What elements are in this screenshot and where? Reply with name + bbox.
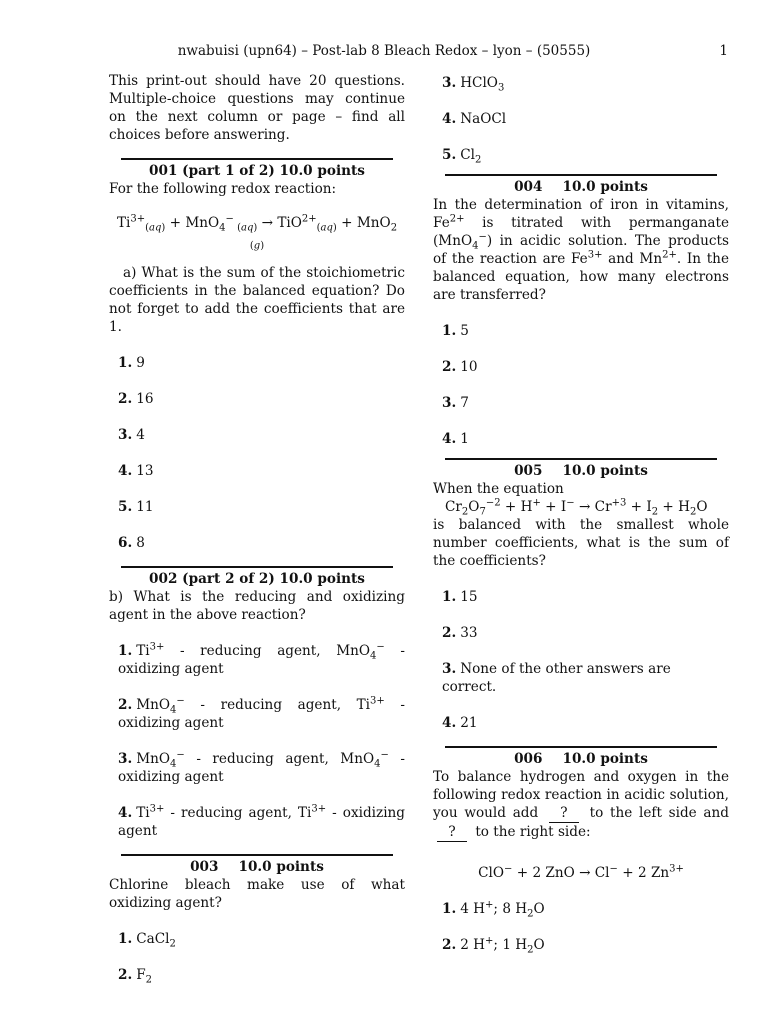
question-header [433, 458, 729, 480]
question-002 [109, 566, 405, 840]
choice-6[interactable]: 6. 8 [118, 535, 145, 551]
question-title: 004 10.0 points [514, 179, 648, 195]
divider [121, 566, 393, 568]
question-text: a) What is the sum of the stoichiometric coefficients in the balanced equation? Do not forget to add the coefficients that are 1. [109, 265, 405, 335]
choice-2[interactable]: 2. 33 [442, 625, 478, 641]
choice-3[interactable]: 3. HClO$_3$ [442, 75, 505, 94]
question-title: 005 10.0 points [514, 463, 648, 479]
choice-2[interactable]: 2. 16 [118, 391, 154, 407]
choice-3[interactable]: 3. None of the other answers are correct. [442, 661, 671, 695]
question-006 [433, 746, 729, 954]
question-header [433, 746, 729, 768]
choice-1[interactable]: 1. $Ti^{3+}$ - reducing agent, MnO$_4$− - oxidizing agent [118, 641, 405, 677]
choice-1[interactable]: 1. 15 [442, 589, 478, 605]
choice-5[interactable]: 5. $Cl_2$ [442, 147, 482, 166]
choice-3[interactable]: 3. MnO$_4$− - reducing agent, MnO$_4$− - oxidizing agent [118, 749, 405, 785]
page-header [0, 42, 768, 62]
question-header [109, 158, 405, 180]
question-title: 006 10.0 points [514, 751, 648, 767]
choice-4[interactable]: 4. $Ti^{3+}$ - reducing agent, $Ti^{3+}$ - oxidizing agent [118, 803, 405, 839]
redox-equation: $Ti^{3+}_{(aq)} + MnO_4^-$ $_{(aq)}$ → TiO$^{2+}_{(aq)}$ + MnO$_{2 (g)}$ [116, 213, 398, 252]
divider [445, 174, 717, 176]
choice-4[interactable]: 4. NaOCl [442, 111, 507, 127]
question-header [109, 854, 405, 876]
divider [445, 746, 717, 748]
answer-blank: ? [549, 804, 579, 823]
divider [121, 158, 393, 160]
choice-4[interactable]: 4. 1 [442, 431, 469, 447]
question-005 [433, 458, 729, 732]
choice-3[interactable]: 3. 4 [118, 427, 145, 443]
question-001 [109, 158, 405, 552]
choice-4[interactable]: 4. 13 [118, 463, 154, 479]
question-title: 003 10.0 points [190, 859, 324, 875]
choice-1[interactable]: 1. CaCl$_2$ [118, 931, 176, 950]
question-header [433, 174, 729, 196]
choice-3[interactable]: 3. 7 [442, 395, 469, 411]
choice-2[interactable]: 2. MnO$_4$− - reducing agent, $Ti^{3+}$ - oxidizing agent [118, 695, 405, 731]
question-prompt: b) What is the reducing and oxidizing agent in the above reaction? [109, 589, 405, 623]
choice-1[interactable]: 1. 9 [118, 355, 145, 371]
choice-1[interactable]: 1. 5 [442, 323, 469, 339]
divider [121, 854, 393, 856]
left-column [109, 72, 405, 984]
question-prompt: In the determination of iron in vitamins, $Fe^{2+}$ is titrated with permanganate (MnO$_4$−) in acidic solution. The products of the reaction are $Fe^{3+}$ and $Mn^{2+}$. In the balanced equation, how many electrons are transferred? [433, 197, 729, 303]
question-003 [109, 854, 405, 984]
choice-2[interactable]: 2. $F_2$ [118, 967, 153, 986]
right-column [433, 74, 729, 954]
header-title: nwabuisi (upn64) – Post-lab 8 Bleach Redox – lyon – (50555) [177, 43, 591, 59]
choice-1[interactable]: 1. 4 H+; 8 $H_2O$ [442, 899, 545, 920]
page-number: 1 [719, 43, 728, 59]
choice-5[interactable]: 5. 11 [118, 499, 154, 515]
answer-blank: ? [437, 823, 467, 842]
question-prompt: When the equation $Cr_2O_7^{-2} + H^+ + I^- \to Cr^{+3} + I_2 + H_2O$ is balanced with the smallest whole number coefficients, what is the sum of the coefficients? [433, 481, 729, 569]
question-title: 001 (part 1 of 2) 10.0 points [149, 163, 365, 179]
redox-equation: ClO− + 2 ZnO → Cl− + 2 $Zn^{3+}$ [478, 863, 684, 881]
divider [445, 458, 717, 460]
choice-2[interactable]: 2. 10 [442, 359, 478, 375]
question-prompt: To balance hydrogen and oxygen in the following redox reaction in acidic solution, you would add ? to the left side and ? to the right side: [433, 769, 729, 840]
choice-4[interactable]: 4. 21 [442, 715, 478, 731]
question-header [109, 566, 405, 588]
question-prompt: For the following redox reaction: [109, 181, 337, 197]
question-prompt: Chlorine bleach make use of what oxidizing agent? [109, 877, 405, 911]
question-title: 002 (part 2 of 2) 10.0 points [149, 571, 365, 587]
choice-2[interactable]: 2. 2 H+; 1 $H_2O$ [442, 935, 545, 956]
intro-text: This print-out should have 20 questions. Multiple-choice questions may continue on the next column or page – find all choices before answering. [109, 73, 405, 143]
question-004 [433, 174, 729, 448]
